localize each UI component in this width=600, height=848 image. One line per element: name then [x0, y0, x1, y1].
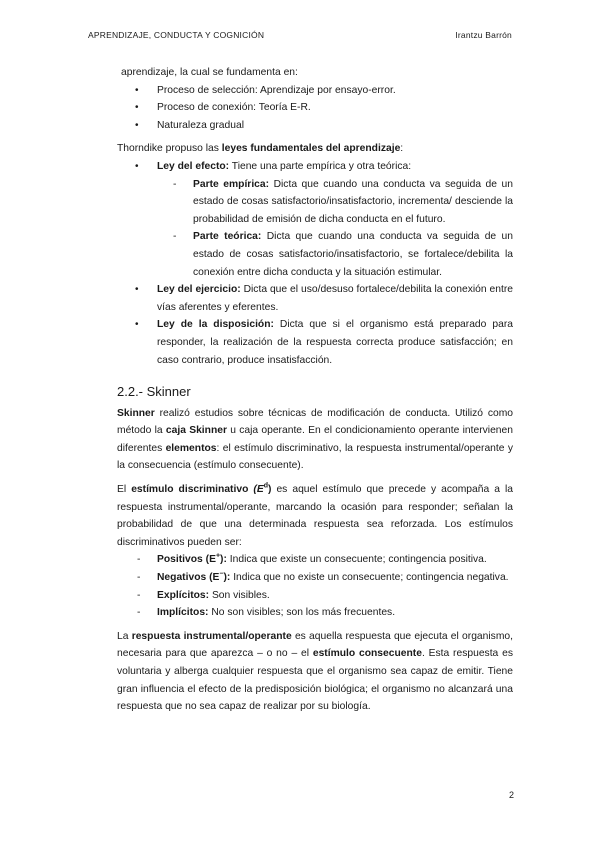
header-author: Irantzu Barrón [455, 30, 512, 40]
list-item: • Proceso de selección: Aprendizaje por ensayo-error. [117, 82, 513, 100]
parte-empirica: - Parte empírica: Dicta que cuando una conducta va seguida de un estado de cosas satisfactorio/insatisfactorio, incrementa/ desciende la probabilidad de emisión de dicha conducta en el futuro. [117, 176, 513, 229]
law-efecto: • Ley del efecto: Tiene una parte empírica y otra teórica: - Parte empírica: Dicta que cuando una conducta va seguida de un estado de cosas satisfactorio/insatisfactorio, incrementa/ desciende la probabilidad de emisión de dicha conducta en el futuro. - Parte teórica: Dicta que cuando una conducta va seguida de un estado de cosas satisfactorio/insatisfactorio, se fortalece/debilita la conexión entre dicha conducta y la situación estimular. [117, 158, 513, 281]
law-disposicion: • Ley de la disposición: Dicta que si el organismo está preparado para responder, la realización de la respuesta correcta produce satisfacción; en caso contrario, produce insatisfacción. [117, 316, 513, 369]
law-ejercicio: • Ley del ejercicio: Dicta que el uso/desuso fortalece/debilita la conexión entre vías aferentes y eferentes. [117, 281, 513, 316]
skinner-paragraph-2: El estímulo discriminativo $(E^d)$ es aquel estímulo que precede y acompaña a la respuesta instrumental/operante, marcando la ocasión para responder; señalan la probabilidad de que una determinada respuesta sea reforzada. Los estímulos discriminativos pueden ser: [117, 482, 513, 548]
list-item: • Naturaleza gradual [117, 117, 513, 135]
thorndike-lead: Thorndike propuso las leyes fundamentales del aprendizaje: [117, 143, 404, 155]
list-item: • Proceso de conexión: Teoría E-R. [117, 99, 513, 117]
intro-list [117, 82, 513, 135]
list-item-positivos: - Positivos (E+): Indica que existe un consecuente; contingencia positiva. [117, 551, 513, 569]
header-title: APRENDIZAJE, CONDUCTA Y COGNICIÓN [88, 30, 265, 40]
document-body [117, 64, 513, 716]
list-item-negativos: - Negativos (E−): Indica que no existe un consecuente; contingencia negativa. [117, 569, 513, 587]
parte-teorica: - Parte teórica: Dicta que cuando una conducta va seguida de un estado de cosas satisfactorio/insatisfactorio, se fortalece/debilita la conexión entre dicha conducta y la situación estimular. [117, 228, 513, 281]
intro-line: aprendizaje, la cual se fundamenta en: [121, 67, 298, 78]
section-title: 2.2.- Skinner [117, 384, 191, 400]
page-number: 2 [508, 790, 514, 800]
laws-list [117, 158, 513, 369]
discriminative-list [117, 551, 513, 621]
skinner-paragraph-1: Skinner realizó estudios sobre técnicas de modificación de conducta. Utilizó como método la caja Skinner u caja operante. En el condicionamiento operante intervienen diferentes elementos: el estímulo discriminativo, la respuesta instrumental/operante y la consecuencia (estímulo consecuente). [117, 407, 513, 472]
list-item-implicitos: - Implícitos: No son visibles; son los más frecuentes. [117, 604, 513, 622]
skinner-paragraph-3: La respuesta instrumental/operante es aquella respuesta que ejecuta el organismo, necesaria para que aparezca – o no – el estímulo consecuente. Esta respuesta es voluntaria y alberga cualquier respuesta que el organismo sea capaz de emitir. Tiene gran influencia el efecto de la predisposición biológica; el organismo no alcanzará una respuesta que no sea capaz de realizar por su biología. [117, 630, 513, 713]
list-item-explicitos: - Explícitos: Son visibles. [117, 587, 513, 605]
efecto-sublist [117, 176, 513, 282]
